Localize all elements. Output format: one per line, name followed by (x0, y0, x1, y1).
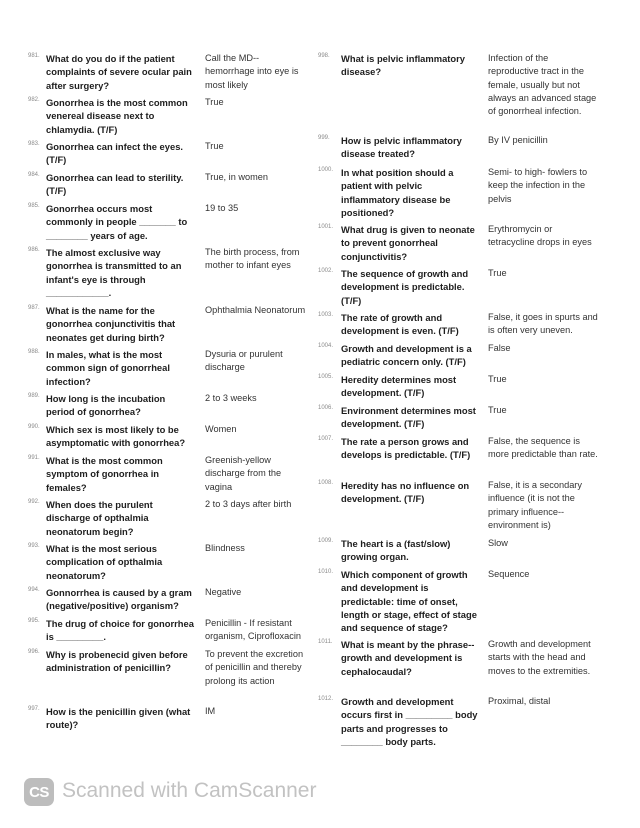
item-number: 1010. (318, 569, 334, 575)
question-text: The heart is a (fast/slow) growing organ. (341, 538, 451, 563)
item-number: 988. (28, 349, 40, 355)
answer-text: Blindness (205, 543, 245, 553)
answer-text: True, in women (205, 172, 268, 182)
item-number: 1003. (318, 312, 334, 318)
answer-text: False, it is a secondary influence (it is not the primary influence--environment is) (488, 480, 582, 530)
question-text: How is pelvic inflammatory disease treated? (341, 135, 462, 160)
item-number: 989. (28, 393, 40, 399)
item-number: 1002. (318, 268, 334, 274)
answer-text: False, the sequence is more predictable than rate. (488, 436, 598, 460)
item-number: 996. (28, 649, 40, 655)
question-text: Heredity determines most development. (T/F) (341, 374, 457, 399)
answer-text: True (488, 405, 507, 415)
question-text: What drug is given to neonate to prevent gonorrheal conjunctivitis? (341, 224, 475, 262)
answer-text: Semi- to high- fowlers to keep the infection in the pelvis (488, 167, 588, 204)
item-number: 1007. (318, 436, 334, 442)
answer-text: Proximal, distal (488, 696, 551, 706)
item-number: 984. (28, 172, 40, 178)
question-text: Environment determines most development. (T/F) (341, 405, 476, 430)
question-text: Gonorrhea is the most common venereal disease next to chlamydia. (T/F) (46, 97, 188, 135)
answer-text: Call the MD-- hemorrhage into eye is most likely (205, 53, 299, 90)
question-text: Heredity has no influence on development. (T/F) (341, 480, 470, 505)
question-text: What is pelvic inflammatory disease? (341, 53, 465, 78)
question-text: Growth and development occurs first in _________ body parts and progresses to ________ body parts. (341, 696, 478, 747)
answer-text: Slow (488, 538, 508, 548)
item-number: 982. (28, 97, 40, 103)
answer-text: True (205, 97, 224, 107)
question-text: In what position should a patient with pelvic inflammatory disease be positioned? (341, 167, 454, 218)
item-number: 986. (28, 247, 40, 253)
question-text: What is meant by the phrase--growth and development is cephalocaudal? (341, 639, 475, 677)
answer-text: Erythromycin or tetracycline drops in eyes (488, 224, 592, 248)
item-number: 1009. (318, 538, 334, 544)
item-number: 997. (28, 706, 40, 712)
item-number: 993. (28, 543, 40, 549)
item-number: 1012. (318, 696, 334, 702)
answer-text: Penicillin - If resistant organism, Ciprofloxacin (205, 618, 301, 642)
question-text: How is the penicillin given (what route)? (46, 706, 191, 731)
question-text: What do you do if the patient complaints of severe ocular pain after surgery? (46, 53, 192, 91)
question-text: The rate of growth and development is even. (T/F) (341, 312, 459, 337)
question-text: The sequence of growth and development is predictable. (T/F) (341, 268, 469, 306)
answer-text: The birth process, from mother to infant eyes (205, 247, 300, 271)
question-text: Gonnorrhea is caused by a gram (negative/positive) organism? (46, 587, 192, 612)
item-number: 998. (318, 53, 330, 59)
answer-text: Women (205, 424, 237, 434)
question-text: What is the most serious complication of opthalmia neonatorum? (46, 543, 163, 581)
answer-text: By IV penicillin (488, 135, 548, 145)
question-text: The drug of choice for gonorrhea is _________. (46, 618, 194, 643)
question-text: Gonorrhea occurs most commonly in people _______ to ________ years of age. (46, 203, 188, 241)
answer-text: Growth and development starts with the head and moves to the extremities. (488, 639, 591, 676)
answer-text: 2 to 3 days after birth (205, 499, 292, 509)
item-number: 1005. (318, 374, 334, 380)
question-text: What is the most common symptom of gonorrhea in females? (46, 455, 163, 493)
question-text: Growth and development is a pediatric concern only. (T/F) (341, 343, 472, 368)
question-text: Why is probenecid given before administration of penicillin? (46, 649, 188, 674)
item-number: 990. (28, 424, 40, 430)
item-number: 999. (318, 135, 330, 141)
item-number: 1001. (318, 224, 334, 230)
answer-text: Sequence (488, 569, 530, 579)
item-number: 983. (28, 141, 40, 147)
question-text: Which sex is most likely to be asymptomatic with gonorrhea? (46, 424, 186, 449)
question-text: Gonorrhea can lead to sterility. (T/F) (46, 172, 184, 197)
answer-text: 19 to 35 (205, 203, 239, 213)
camscanner-logo-icon: CS (24, 778, 54, 806)
answer-text: False (488, 343, 511, 353)
item-number: 992. (28, 499, 40, 505)
question-text: The almost exclusive way gonorrhea is transmitted to an infant's eye is through ____________. (46, 247, 182, 298)
item-number: 987. (28, 305, 40, 311)
item-number: 981. (28, 53, 40, 59)
answer-text: To prevent the excretion of penicillin and thereby prolong its action (205, 649, 304, 686)
answer-text: False, it goes in spurts and is often very uneven. (488, 312, 598, 336)
answer-text: IM (205, 706, 216, 716)
question-text: When does the purulent discharge of opthalmia neonatorum begin? (46, 499, 153, 537)
question-text: How long is the incubation period of gonorrhea? (46, 393, 166, 418)
question-text: Which component of growth and development is predictable: time of onset, length or stage, effect of stage and sequence of stage? (341, 569, 477, 634)
question-text: The rate a person grows and develops is predictable. (T/F) (341, 436, 471, 461)
question-text: What is the name for the gonorrhea conjunctivitis that neonates get during birth? (46, 305, 176, 343)
item-number: 995. (28, 618, 40, 624)
watermark-text: Scanned with CamScanner (62, 779, 317, 802)
answer-text: Dysuria or purulent discharge (205, 349, 283, 373)
question-text: Gonorrhea can infect the eyes. (T/F) (46, 141, 184, 166)
item-number: 985. (28, 203, 40, 209)
answer-text: True (488, 374, 507, 384)
answer-text: Negative (205, 587, 242, 597)
answer-text: Ophthalmia Neonatorum (205, 305, 306, 315)
question-text: In males, what is the most common sign of gonorrheal infection? (46, 349, 170, 387)
item-number: 991. (28, 455, 40, 461)
item-number: 994. (28, 587, 40, 593)
item-number: 1008. (318, 480, 334, 486)
answer-text: True (488, 268, 507, 278)
answer-text: Infection of the reproductive tract in the female, usually but not always an advanced stage of gonorrheal infection. (488, 53, 597, 117)
answer-text: Greenish-yellow discharge from the vagina (205, 455, 282, 492)
answer-text: 2 to 3 weeks (205, 393, 257, 403)
answer-text: True (205, 141, 224, 151)
item-number: 1000. (318, 167, 334, 173)
item-number: 1004. (318, 343, 334, 349)
item-number: 1011. (318, 639, 333, 645)
item-number: 1006. (318, 405, 334, 411)
